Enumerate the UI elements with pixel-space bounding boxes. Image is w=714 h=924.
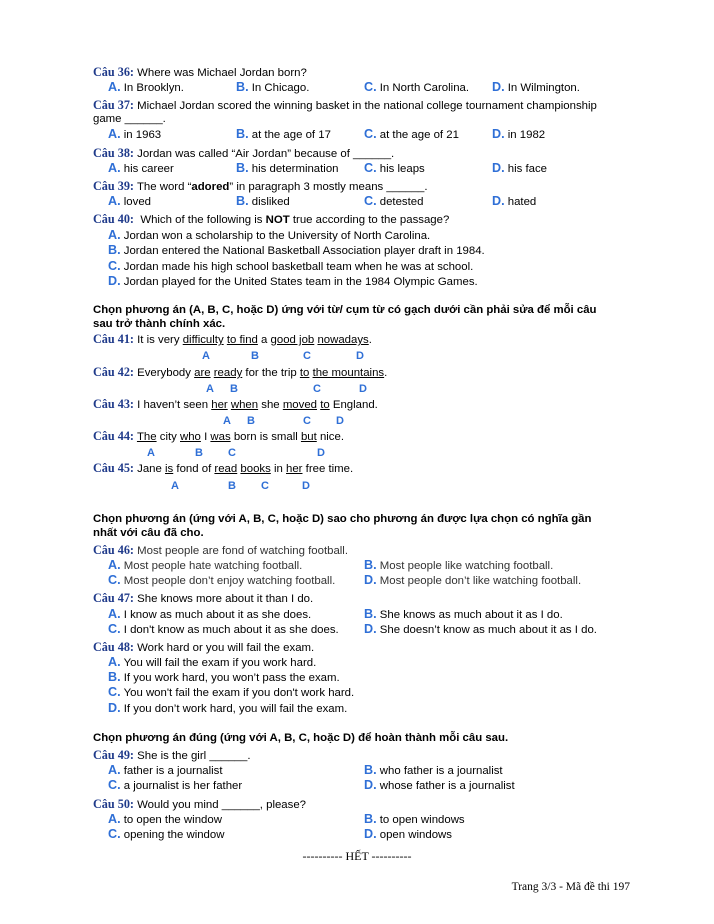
option-a[interactable]: A. loved [108, 194, 151, 208]
question-number: Câu 42: [93, 365, 134, 379]
option-d[interactable]: D. hated [492, 194, 537, 208]
question-46: Câu 46: Most people are fond of watching football. [93, 543, 349, 557]
choice-label-c[interactable]: C [261, 480, 269, 492]
question-number: Câu 48: [93, 640, 134, 654]
choice-label-d[interactable]: D [359, 383, 367, 395]
question-36 [93, 65, 307, 80]
option-d[interactable]: D. She doesn’t know as much about it as I do. [364, 622, 597, 636]
question-50: Câu 50: Would you mind ______, please? [93, 797, 307, 811]
option-b[interactable]: B. his determination [236, 161, 339, 175]
option-a[interactable]: A. his career [108, 161, 174, 175]
choice-label-b[interactable]: B [230, 383, 238, 395]
option-b[interactable]: B. Jordan entered the National Basketball Association player draft in 1984. [108, 243, 485, 257]
option-d[interactable]: D. In Wilmington. [492, 80, 580, 94]
option-c[interactable]: C. at the age of 21 [364, 127, 459, 141]
question-number: Câu 37: [93, 98, 134, 112]
section-heading: Chọn phương án (A, B, C, hoặc D) ứng với từ/ cụm từ có gạch dưới cần phải sửa để mỗi câu [93, 304, 597, 316]
option-d[interactable]: D. in 1982 [492, 127, 546, 141]
option-d[interactable]: D. Most people don’t like watching football. [364, 573, 582, 587]
question-number: Câu 49: [93, 748, 134, 762]
option-c[interactable]: C. Jordan made his high school basketball team when he was at school. [108, 259, 474, 273]
question-number: Câu 41: [93, 332, 134, 346]
option-b[interactable]: B. at the age of 17 [236, 127, 331, 141]
question-number: Câu 50: [93, 797, 134, 811]
question-stem-cont: game ______. [93, 113, 166, 125]
question-number: Câu 40: [93, 212, 134, 226]
question-48: Câu 48: Work hard or you will fail the exam. [93, 640, 315, 654]
section-heading-cont: sau trở thành chính xác. [93, 318, 226, 330]
choice-label-c[interactable]: C [228, 447, 236, 459]
question-47: Câu 47: She knows more about it than I do. [93, 591, 314, 605]
option-c[interactable]: C. detested [364, 194, 424, 208]
option-d[interactable]: D. Jordan played for the United States team in the 1984 Olympic Games. [108, 274, 478, 288]
option-c[interactable]: C. his leaps [364, 161, 425, 175]
option-b[interactable]: B. She knows as much about it as I do. [364, 607, 563, 621]
question-number: Câu 38: [93, 146, 134, 160]
option-b[interactable]: B. Most people like watching football. [364, 558, 554, 572]
choice-label-d[interactable]: D [317, 447, 325, 459]
choice-label-a[interactable]: A [206, 383, 214, 395]
option-d[interactable]: D. If you don’t work hard, you will fail the exam. [108, 701, 348, 715]
question-49: Câu 49: She is the girl ______. [93, 748, 251, 762]
choice-label-b[interactable]: B [195, 447, 203, 459]
section-heading: Chọn phương án đúng (ứng với A, B, C, hoặc D) để hoàn thành mỗi câu sau. [93, 732, 509, 744]
question-stem: Jordan was called “Air Jordan” because of ______. [137, 148, 395, 160]
option-c[interactable]: C. You won't fail the exam if you don't work hard. [108, 685, 355, 699]
option-a[interactable]: A. in 1963 [108, 127, 162, 141]
option-b[interactable]: B. If you work hard, you won’t pass the exam. [108, 670, 340, 684]
option-a[interactable]: A. to open the window [108, 812, 222, 826]
question-39: Câu 39: The word “adored” in paragraph 3 mostly means ______. [93, 179, 428, 193]
keyword: NOT [265, 214, 290, 226]
section-heading-cont: nhất với câu đã cho. [93, 527, 204, 539]
choice-label-d[interactable]: D [302, 480, 310, 492]
question-40: Câu 40: Which of the following is NOT true according to the passage? [93, 212, 450, 226]
question-number: Câu 46: [93, 543, 134, 557]
question-number: Câu 44: [93, 429, 134, 443]
section-heading: Chọn phương án (ứng với A, B, C, hoặc D) sao cho phương án được lựa chọn có nghĩa gần [93, 513, 592, 525]
choice-label-a[interactable]: A [223, 415, 231, 427]
keyword: adored [191, 181, 230, 193]
choice-label-c[interactable]: C [313, 383, 321, 395]
option-d[interactable]: D. open windows [364, 827, 452, 841]
option-a[interactable]: A. Jordan won a scholarship to the University of North Carolina. [108, 228, 431, 242]
option-a[interactable]: A. You will fail the exam if you work hard. [108, 655, 317, 669]
question-41: Câu 41: It is very difficulty to find a good job nowadays. [93, 332, 372, 346]
question-42: Câu 42: Everybody are ready for the trip to the mountains. [93, 365, 388, 379]
question-stem: Where was Michael Jordan born? [137, 67, 307, 79]
option-a[interactable]: A. Most people hate watching football. [108, 558, 303, 572]
option-b[interactable]: B. In Chicago. [236, 80, 310, 94]
choice-label-b[interactable]: B [251, 350, 259, 362]
option-c[interactable]: C. Most people don’t enjoy watching football. [108, 573, 336, 587]
option-b[interactable]: B. who father is a journalist [364, 763, 503, 777]
question-number: Câu 39: [93, 179, 134, 193]
question-number: Câu 47: [93, 591, 134, 605]
option-d[interactable]: D. whose father is a journalist [364, 778, 515, 792]
question-number: Câu 36: [93, 65, 134, 79]
option-c[interactable]: C. I don't know as much about it as she does. [108, 622, 339, 636]
option-d[interactable]: D. his face [492, 161, 548, 175]
choice-label-d[interactable]: D [336, 415, 344, 427]
question-number: Câu 43: [93, 397, 134, 411]
option-a[interactable]: A. father is a journalist [108, 763, 223, 777]
choice-label-b[interactable]: B [247, 415, 255, 427]
choice-label-d[interactable]: D [356, 350, 364, 362]
question-45: Câu 45: Jane is fond of read books in her free time. [93, 461, 354, 475]
option-b[interactable]: B. disliked [236, 194, 290, 208]
question-38 [93, 146, 394, 161]
option-c[interactable]: C. a journalist is her father [108, 778, 243, 792]
choice-label-a[interactable]: A [202, 350, 210, 362]
question-43: Câu 43: I haven’t seen her when she moved to England. [93, 397, 378, 411]
question-37 [93, 98, 597, 113]
option-b[interactable]: B. to open windows [364, 812, 465, 826]
page-footer: Trang 3/3 - Mã đề thi 197 [511, 881, 630, 893]
option-c[interactable]: C. opening the window [108, 827, 225, 841]
question-44: Câu 44: The city who I was born is small but nice. [93, 429, 345, 443]
option-c[interactable]: C. In North Carolina. [364, 80, 470, 94]
question-number: Câu 45: [93, 461, 134, 475]
question-stem: Michael Jordan scored the winning basket in the national college tournament championship [137, 100, 597, 112]
option-a[interactable]: A. In Brooklyn. [108, 80, 184, 94]
choice-label-a[interactable]: A [171, 480, 179, 492]
choice-label-c[interactable]: C [303, 415, 311, 427]
choice-label-b[interactable]: B [228, 480, 236, 492]
end-marker: ---------- HẾT ---------- [302, 849, 412, 863]
choice-label-a[interactable]: A [147, 447, 155, 459]
choice-label-c[interactable]: C [303, 350, 311, 362]
option-a[interactable]: A. I know as much about it as she does. [108, 607, 312, 621]
